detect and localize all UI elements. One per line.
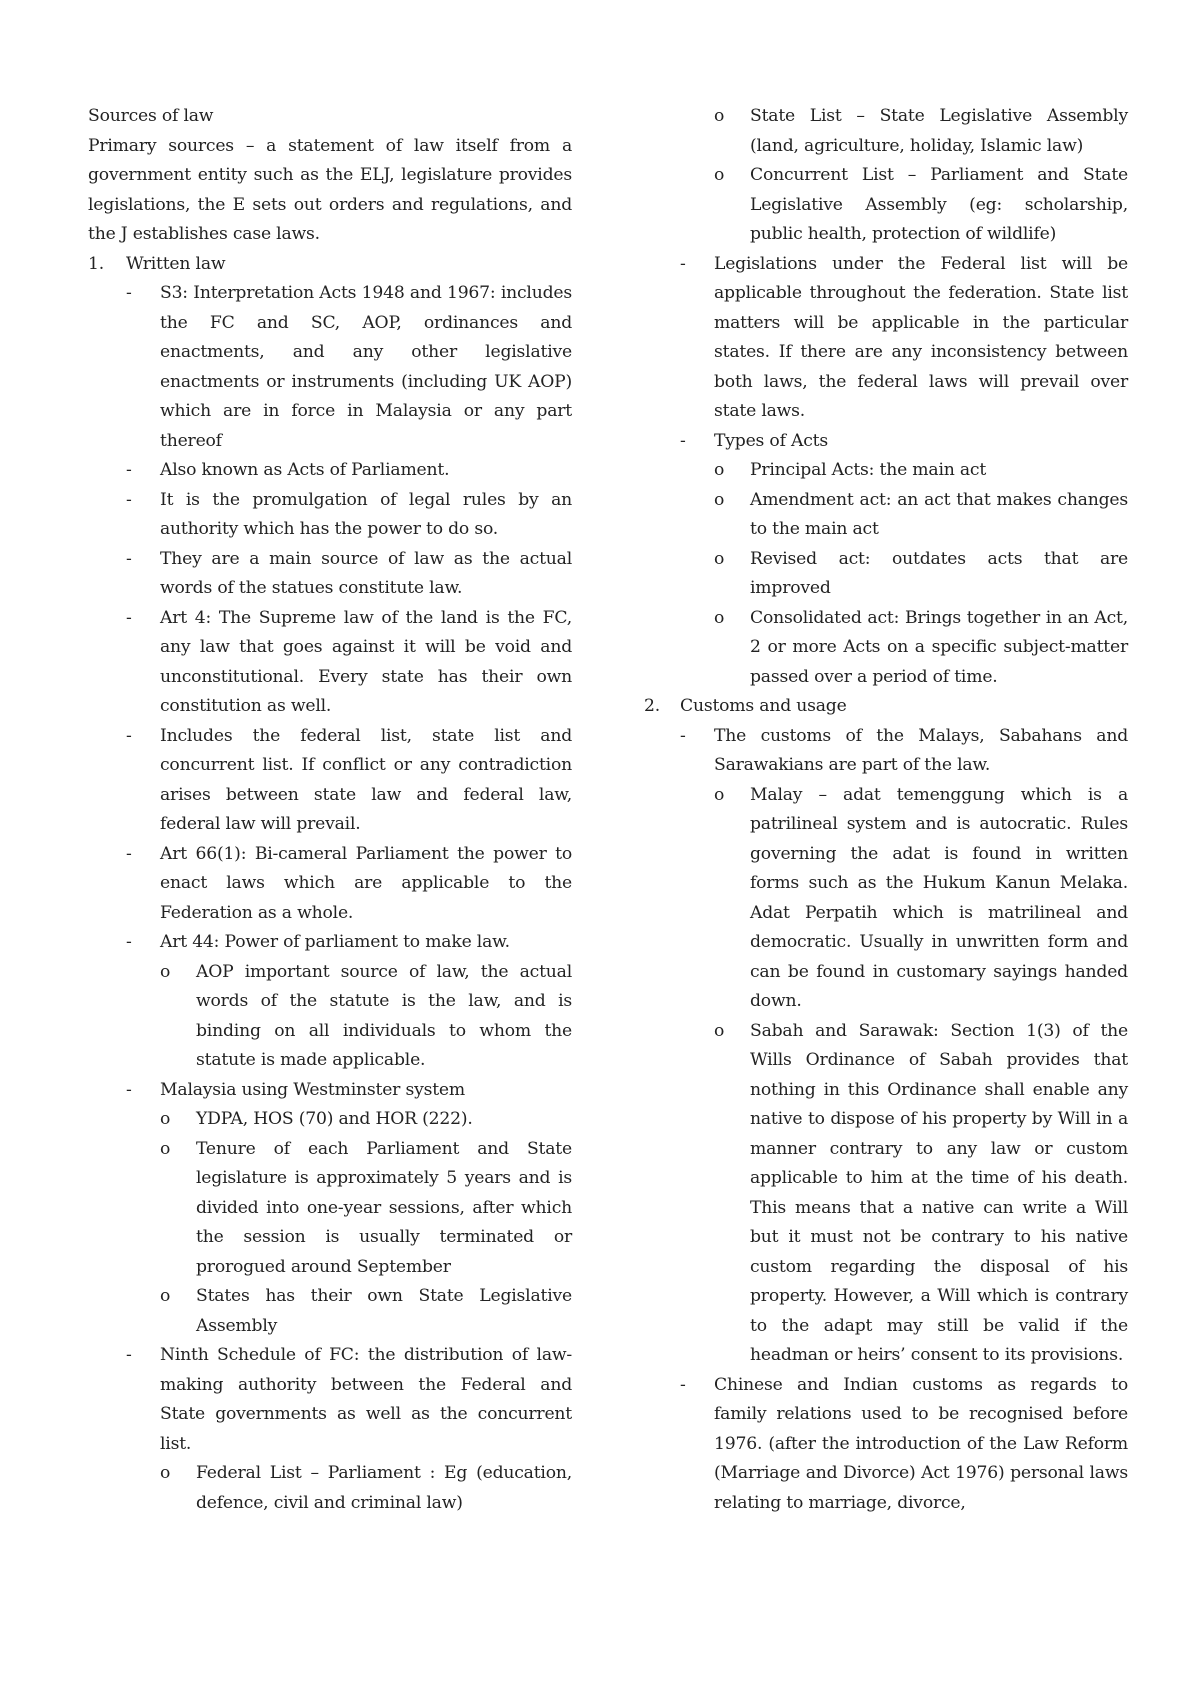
list-number: 1. <box>88 253 104 274</box>
list-heading: Written law <box>126 253 226 274</box>
dash-marker: - <box>680 1374 686 1395</box>
bullet-item: - Types of Acts <box>680 427 1128 457</box>
bullet-item: - The customs of the Malays, Sabahans and Sarawakians are part of the law. <box>680 722 1128 781</box>
circle-marker: o <box>714 1020 725 1041</box>
dash-marker: - <box>126 843 132 864</box>
bullet-item: - Chinese and Indian customs as regards to family relations used to be recognised before 1976. (after the introduction of the Law Reform (Marriage and Divorce) Act 1976) personal laws relating to marriage, divorce, <box>680 1371 1128 1519</box>
bullet-item: - Malaysia using Westminster system <box>126 1076 572 1106</box>
circle-marker: o <box>160 1138 171 1159</box>
sub-bullet-item: o States has their own State Legislative Assembly <box>160 1282 572 1341</box>
bullet-item: - Art 44: Power of parliament to make law. <box>126 928 572 958</box>
sub-bullet-item: o Malay – adat temenggung which is a patrilineal system and is autocratic. Rules governing the adat is found in written forms such as the Hukum Kanun Melaka. Adat Perpatih which is matrilineal and democratic. Usually in unwritten form and can be found in customary sayings handed down. <box>714 781 1128 1017</box>
circle-marker: o <box>714 460 725 480</box>
numbered-heading-customs <box>644 692 1128 722</box>
section-title: Sources of law <box>88 106 214 126</box>
dash-marker: - <box>126 460 132 480</box>
dash-marker: - <box>126 725 132 746</box>
left-column <box>88 102 572 1662</box>
sub-bullet-item: o State List – State Legislative Assembly (land, agriculture, holiday, Islamic law) <box>714 102 1128 161</box>
list-heading: Customs and usage <box>680 696 847 716</box>
circle-marker: o <box>160 1109 171 1129</box>
bullet-item: - Includes the federal list, state list and concurrent list. If conflict or any contradiction arises between state law and federal law, federal law will prevail. <box>126 722 572 840</box>
dash-marker: - <box>126 489 132 510</box>
sub-bullet-item: o YDPA, HOS (70) and HOR (222). <box>160 1105 572 1135</box>
sub-bullet-item: o Amendment act: an act that makes changes to the main act <box>714 486 1128 545</box>
sub-bullet-item: o Federal List – Parliament : Eg (education, defence, civil and criminal law) <box>160 1459 572 1518</box>
bullet-item: - S3: Interpretation Acts 1948 and 1967: includes the FC and SC, AOP, ordinances and enactments, and any other legislative enactments or instruments (including UK AOP) which are in force in Malaysia or any part thereof <box>126 279 572 456</box>
list-number: 2. <box>644 696 660 716</box>
dash-marker: - <box>126 932 132 952</box>
numbered-heading-written-law <box>88 250 572 280</box>
dash-marker: - <box>680 725 686 746</box>
sub-bullet-item: o Tenure of each Parliament and State legislature is approximately 5 years and is divided into one-year sessions, after which the session is usually terminated or prorogued around September <box>160 1135 572 1283</box>
circle-marker: o <box>714 784 725 805</box>
circle-marker: o <box>714 548 725 569</box>
dash-marker: - <box>126 548 132 569</box>
sub-bullet-item: o Principal Acts: the main act <box>714 456 1128 486</box>
circle-marker: o <box>160 961 171 982</box>
circle-marker: o <box>160 1463 171 1483</box>
dash-marker: - <box>126 1345 132 1365</box>
sub-bullet-item: o Consolidated act: Brings together in an Act, 2 or more Acts on a specific subject-matter passed over a period of time. <box>714 604 1128 693</box>
dash-marker: - <box>126 607 132 628</box>
bullet-item: - Ninth Schedule of FC: the distribution of law-making authority between the Federal and State governments as well as the concurrent list. <box>126 1341 572 1459</box>
circle-marker: o <box>714 607 725 628</box>
sub-bullet-item: o Concurrent List – Parliament and State Legislative Assembly (eg: scholarship, public health, protection of wildlife) <box>714 161 1128 250</box>
circle-marker: o <box>714 489 725 510</box>
circle-marker: o <box>714 165 725 185</box>
right-column <box>644 102 1128 1662</box>
intro-paragraph: Primary sources – a statement of law itself from a government entity such as the ELJ, legislature provides legislations, the E sets out orders and regulations, and the J establishes case laws. <box>88 135 572 244</box>
dash-marker: - <box>126 283 132 303</box>
bullet-item: - It is the promulgation of legal rules by an authority which has the power to do so. <box>126 486 572 545</box>
bullet-item: - They are a main source of law as the actual words of the statues constitute law. <box>126 545 572 604</box>
circle-marker: o <box>714 106 725 126</box>
dash-marker: - <box>126 1079 132 1100</box>
document-page <box>88 102 1128 1662</box>
circle-marker: o <box>160 1286 171 1306</box>
dash-marker: - <box>680 253 686 274</box>
dash-marker: - <box>680 430 686 451</box>
sub-bullet-item: o AOP important source of law, the actual words of the statute is the law, and is binding on all individuals to whom the statute is made applicable. <box>160 958 572 1076</box>
sub-bullet-item: o Sabah and Sarawak: Section 1(3) of the Wills Ordinance of Sabah provides that nothing in this Ordinance shall enable any native to dispose of his property by Will in a manner contrary to any law or custom applicable to him at the time of his death. This means that a native can write a Will but it must not be contrary to his native custom regarding the disposal of his property. However, a Will which is contrary to the adapt may still be valid if the headman or heirs’ consent to its provisions. <box>714 1017 1128 1371</box>
sub-bullet-item: o Revised act: outdates acts that are improved <box>714 545 1128 604</box>
bullet-item: - Art 66(1): Bi-cameral Parliament the power to enact laws which are applicable to the Federation as a whole. <box>126 840 572 929</box>
bullet-item: - Art 4: The Supreme law of the land is the FC, any law that goes against it will be void and unconstitutional. Every state has their own constitution as well. <box>126 604 572 722</box>
bullet-item: - Also known as Acts of Parliament. <box>126 456 572 486</box>
bullet-item: - Legislations under the Federal list will be applicable throughout the federation. State list matters will be applicable in the particular states. If there are any inconsistency between both laws, the federal laws will prevail over state laws. <box>680 250 1128 427</box>
